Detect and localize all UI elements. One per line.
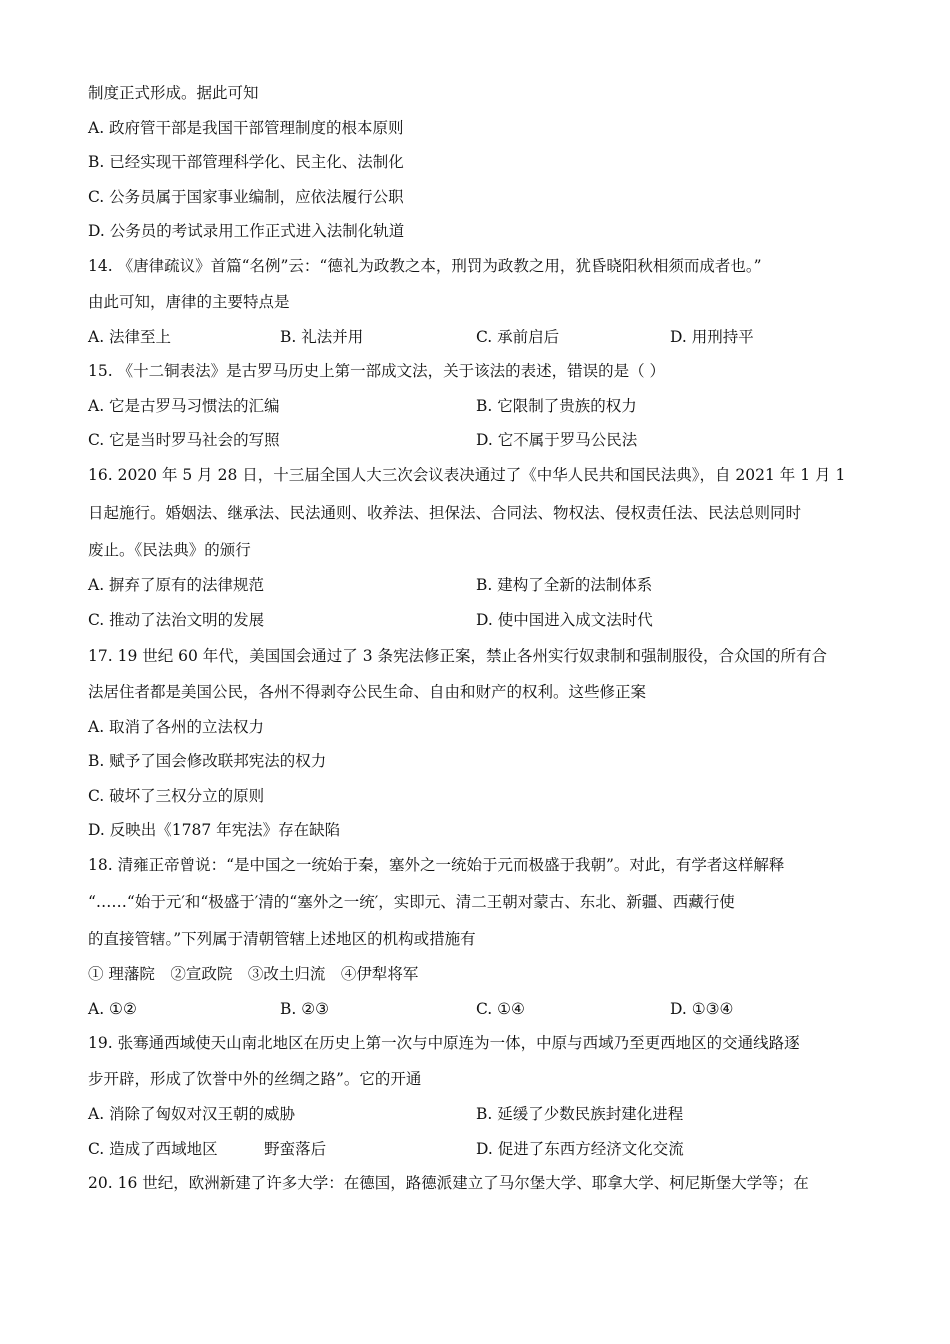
q18-option-c: C. ①④ [476, 1000, 525, 1018]
q19-option-b: B. 延缓了少数民族封建化进程 [476, 1105, 684, 1123]
q16-stem-line1: 16. 2020 年 5 月 28 日，十三届全国人大三次会议表决通过了《中华人民共和国民法典》，自 2021 年 1 月 1 [88, 466, 846, 484]
q15-option-d: D. 它不属于罗马公民法 [476, 431, 638, 449]
q19-stem-line2: 步开辟，形成了饮誉中外的丝绸之路”。它的开通 [88, 1070, 422, 1088]
q18-stem-line2: “……“始于元′和“极盛于′清的“塞外之一统′，实即元、清二王朝对蒙古、东北、新疆、西藏行使 [88, 893, 735, 911]
q14-option-a: A. 法律至上 [88, 328, 172, 346]
q14-option-c: C. 承前启后 [476, 328, 560, 346]
q13-option-b: B. 已经实现干部管理科学化、民主化、法制化 [88, 153, 404, 171]
q17-option-d: D. 反映出《1787 年宪法》存在缺陷 [88, 821, 341, 839]
q14-stem-line2: 由此可知，唐律的主要特点是 [88, 293, 290, 311]
q19-option-d: D. 促进了东西方经济文化交流 [476, 1140, 684, 1158]
q17-option-a: A. 取消了各州的立法权力 [88, 718, 265, 736]
q13-option-d: D. 公务员的考试录用工作正式进入法制化轨道 [88, 222, 405, 240]
q17-stem-line1: 17. 19 世纪 60 年代，美国国会通过了 3 条宪法修正案，禁止各州实行奴隶制和强制服役，合众国的所有合 [88, 647, 828, 665]
q13-option-a: A. 政府管干部是我国干部管理制度的根本原则 [88, 119, 404, 137]
q15-option-a: A. 它是古罗马习惯法的汇编 [88, 397, 280, 415]
q16-option-d: D. 使中国进入成文法时代 [476, 611, 653, 629]
q17-option-b: B. 赋予了国会修改联邦宪法的权力 [88, 752, 327, 770]
q16-option-b: B. 建构了全新的法制体系 [476, 576, 653, 594]
q14-option-d: D. 用刑持平 [670, 328, 754, 346]
q15-stem: 15. 《十二铜表法》是古罗马历史上第一部成文法，关于该法的表述，错误的是（ ） [88, 362, 666, 380]
q16-option-a: A. 摒弃了原有的法律规范 [88, 576, 265, 594]
q16-option-c: C. 推动了法治文明的发展 [88, 611, 265, 629]
q13-stem-continuation: 制度正式形成。据此可知 [88, 84, 259, 102]
q15-option-b: B. 它限制了贵族的权力 [476, 397, 637, 415]
q19-option-c: C. 造成了西域地区 野蛮落后 [88, 1140, 327, 1158]
q14-stem-line1: 14. 《唐律疏议》首篇“名例”云：“德礼为政教之本，刑罚为政教之用，犹昏晓阳秋相须而成者也。” [88, 257, 762, 275]
q19-stem-line1: 19. 张骞通西域使天山南北地区在历史上第一次与中原连为一体，中原与西域乃至更西地区的交通线路逐 [88, 1034, 800, 1052]
q19-option-a: A. 消除了匈奴对汉王朝的威胁 [88, 1105, 296, 1123]
q18-stem-line1: 18. 清雍正帝曾说：“是中国之一统始于秦，塞外之一统始于元而极盛于我朝”。对此，有学者这样解释 [88, 856, 785, 874]
q18-option-d: D. ①③④ [670, 1000, 734, 1018]
q20-stem-line1: 20. 16 世纪，欧洲新建了许多大学：在德国，路德派建立了马尔堡大学、耶拿大学、柯尼斯堡大学等；在 [88, 1174, 809, 1192]
q16-stem-line3: 废止。《民法典》的颁行 [88, 541, 251, 559]
q14-option-b: B. 礼法并用 [280, 328, 364, 346]
q16-stem-line2: 日起施行。婚姻法、继承法、民法通则、收养法、担保法、合同法、物权法、侵权责任法、民法总则同时 [88, 504, 802, 522]
q13-option-c: C. 公务员属于国家事业编制，应依法履行公职 [88, 188, 404, 206]
q17-option-c: C. 破坏了三权分立的原则 [88, 787, 265, 805]
q15-option-c: C. 它是当时罗马社会的写照 [88, 431, 280, 449]
q18-item-list: ① 理藩院 ②宣政院 ③改土归流 ④伊犁将军 [88, 965, 419, 983]
q18-stem-line3: 的直接管辖。”下列属于清朝管辖上述地区的机构或措施有 [88, 930, 476, 948]
q18-option-a: A. ①② [88, 1000, 137, 1018]
q18-option-b: B. ②③ [280, 1000, 330, 1018]
q17-stem-line2: 法居住者都是美国公民，各州不得剥夺公民生命、自由和财产的权利。这些修正案 [88, 683, 647, 701]
